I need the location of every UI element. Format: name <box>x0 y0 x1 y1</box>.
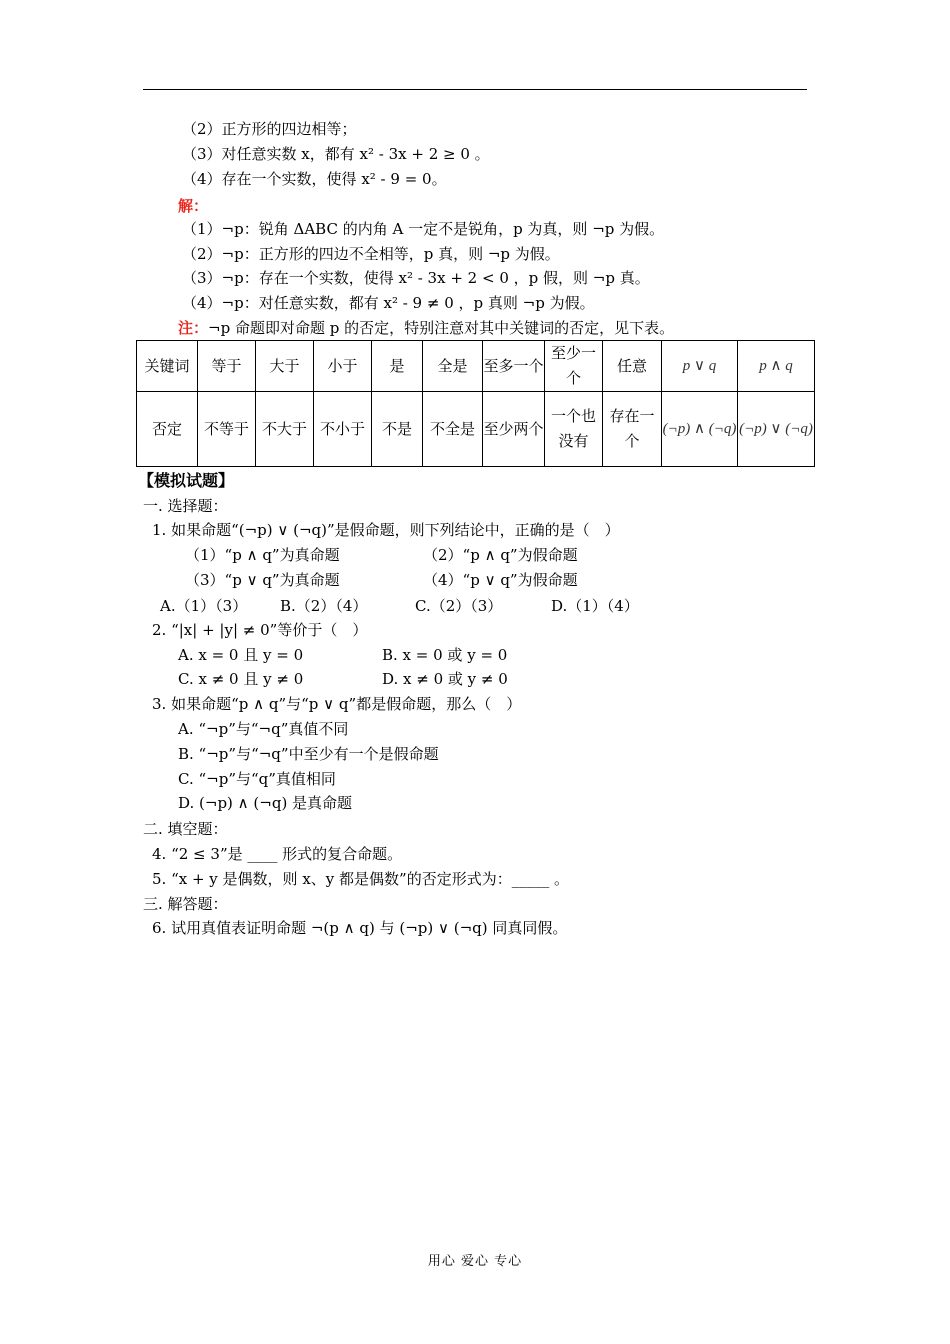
q3-option-a: A. “¬p”与“¬q”真值不同 <box>178 720 349 738</box>
section-multiple-choice: 一. 选择题： <box>143 497 228 515</box>
table-cell: 至少一个 <box>545 341 603 392</box>
question-6: 6. 试用真值表证明命题 ¬(p ∧ q) 与 (¬p) ∨ (¬q) 同真同假。 <box>152 919 568 937</box>
table-cell: 是 <box>372 341 423 392</box>
table-cell: 否定 <box>137 392 198 467</box>
keyword-negation-table <box>136 340 815 467</box>
q3-option-d: D. (¬p) ∧ (¬q) 是真命题 <box>178 794 353 812</box>
q1-item-2: （2）“p ∧ q”为假命题 <box>423 546 578 564</box>
question-4: 4. “2 ≤ 3”是 ____ 形式的复合命题。 <box>152 845 403 863</box>
solution-label: 解： <box>178 197 209 215</box>
solution-line-4: （4）¬p：对任意实数，都有 x² - 9 ≠ 0 ，p 真则 ¬p 为假。 <box>182 294 595 312</box>
question-line-3: （3）对任意实数 x，都有 x² - 3x + 2 ≥ 0 。 <box>182 145 490 163</box>
table-cell: 至多一个 <box>483 341 545 392</box>
section-answer: 三. 解答题： <box>143 895 228 913</box>
q3-option-b: B. “¬p”与“¬q”中至少有一个是假命题 <box>178 745 439 763</box>
question-2: 2. “|x| + |y| ≠ 0”等价于（ ） <box>152 621 368 639</box>
q2-option-c: C. x ≠ 0 且 y ≠ 0 <box>178 670 304 688</box>
q1-option-d: D.（1）（4） <box>551 597 639 615</box>
question-line-2: （2）正方形的四边相等； <box>182 120 357 138</box>
table-cell: 等于 <box>198 341 256 392</box>
table-cell: 大于 <box>256 341 314 392</box>
table-row-keywords <box>137 341 815 392</box>
q1-option-a: A.（1）（3） <box>160 597 248 615</box>
table-cell: (¬p) ∧ (¬q) <box>662 392 738 467</box>
table-cell: 一个也没有 <box>545 392 603 467</box>
question-line-4: （4）存在一个实数，使得 x² - 9 = 0。 <box>182 170 447 188</box>
table-cell: 任意 <box>603 341 662 392</box>
table-cell: p ∨ q <box>662 341 738 392</box>
table-cell: 不是 <box>372 392 423 467</box>
solution-line-1: （1）¬p：锐角 ΔABC 的内角 A 一定不是锐角，p 为真，则 ¬p 为假。 <box>182 220 665 238</box>
q2-option-b: B. x = 0 或 y = 0 <box>382 646 508 664</box>
q3-option-c: C. “¬p”与“q”真值相同 <box>178 770 336 788</box>
q1-option-c: C.（2）（3） <box>415 597 503 615</box>
table-cell: 全是 <box>423 341 483 392</box>
mock-test-title: 【模拟试题】 <box>138 471 235 490</box>
table-cell: 不大于 <box>256 392 314 467</box>
table-cell: 存在一个 <box>603 392 662 467</box>
solution-line-2: （2）¬p：正方形的四边不全相等，p 真，则 ¬p 为假。 <box>182 245 560 263</box>
question-1: 1. 如果命题“(¬p) ∨ (¬q)”是假命题，则下列结论中，正确的是（ ） <box>152 521 620 539</box>
note-label: 注： <box>178 319 209 337</box>
q1-item-1: （1）“p ∧ q”为真命题 <box>185 546 340 564</box>
q1-option-b: B.（2）（4） <box>280 597 368 615</box>
table-cell: 不全是 <box>423 392 483 467</box>
solution-line-3: （3）¬p：存在一个实数，使得 x² - 3x + 2 < 0 ，p 假，则 ¬p 真。 <box>182 269 650 287</box>
table-cell: 关键词 <box>137 341 198 392</box>
table-cell: 不等于 <box>198 392 256 467</box>
page-footer: 用心 爱心 专心 <box>427 1254 523 1269</box>
table-row-negations <box>137 392 815 467</box>
note-line <box>178 318 674 338</box>
q1-item-3: （3）“p ∨ q”为真命题 <box>185 571 340 589</box>
note-text: ¬p 命题即对命题 p 的否定，特别注意对其中关键词的否定，见下表。 <box>208 319 675 337</box>
table-cell: p ∧ q <box>738 341 815 392</box>
header-rule <box>143 89 807 90</box>
table-cell: 至少两个 <box>483 392 545 467</box>
question-5: 5. “x + y 是偶数，则 x、y 都是偶数”的否定形式为：_____ 。 <box>152 870 569 888</box>
section-fill-in: 二. 填空题： <box>143 820 228 838</box>
q2-option-a: A. x = 0 且 y = 0 <box>178 646 304 664</box>
q1-item-4: （4）“p ∨ q”为假命题 <box>423 571 578 589</box>
q2-option-d: D. x ≠ 0 或 y ≠ 0 <box>382 670 508 688</box>
table-cell: (¬p) ∨ (¬q) <box>738 392 815 467</box>
table-cell: 小于 <box>314 341 372 392</box>
question-3: 3. 如果命题“p ∧ q”与“p ∨ q”都是假命题，那么（ ） <box>152 695 522 713</box>
table-cell: 不小于 <box>314 392 372 467</box>
